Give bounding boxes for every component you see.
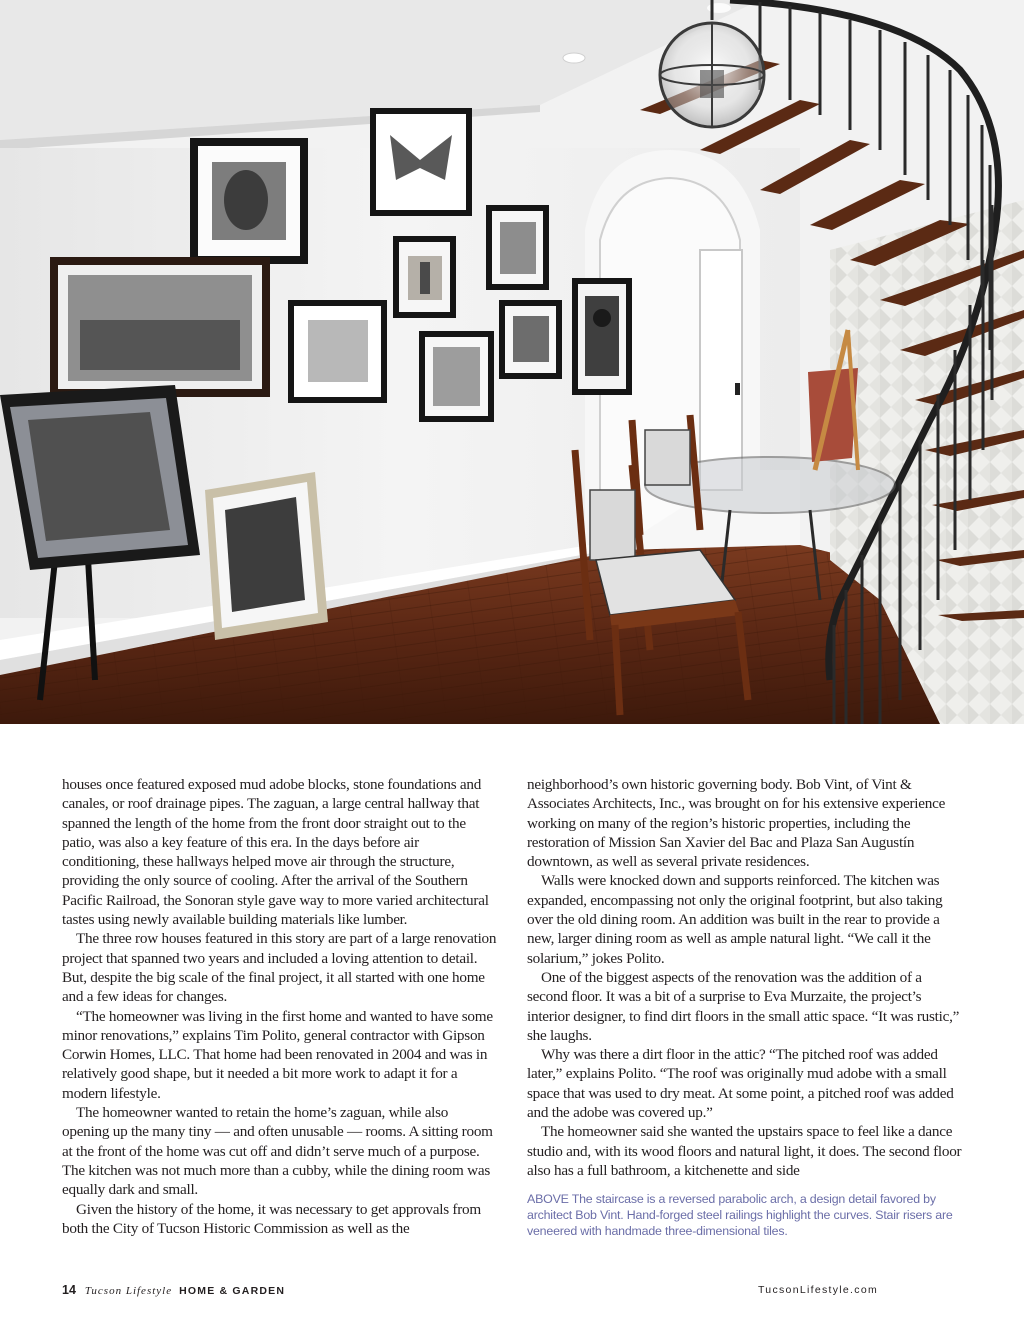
article-paragraph: Why was there a dirt floor in the attic? “The pitched roof was added later,” explains Polito. “The roof was originally mud adobe with a small space that was used to dry meat. At some point, a pitched roof was added and the adobe was covered up.” bbox=[527, 1046, 954, 1122]
article-paragraph: houses once featured exposed mud adobe blocks, stone foundations and canales, or roof drainage pipes. The zaguan, a large central hallway that spanned the length of the home from the front door straight out to the patio, was also a key feature of this era. In the days before air conditioning, these hallways helped move air through the structure, providing the only source of cooling. After the arrival of the Southern Pacific Railroad, the Sonoran style gave way to more varied architectural tastes using newly available building materials like lumber. bbox=[62, 776, 489, 929]
magazine-name: Tucson Lifestyle bbox=[84, 1285, 173, 1297]
article-paragraph: The homeowner wanted to retain the home’s zaguan, while also opening up the many tiny — and often unusable — rooms. A sitting room at the front of the home was cut off and didn’t serve much of a purpose. The kitchen was not much more than a cubby, while the dining room was equally dark and small. bbox=[62, 1104, 493, 1199]
article-paragraph: Walls were knocked down and supports reinforced. The kitchen was expanded, encompassing not only the original footprint, but also taking over the old dining room. An addition was built in the rear to provide a new, larger dining room as well as ample natural light. “We call it the solarium,” jokes Polito. bbox=[527, 872, 943, 967]
article-paragraph: Given the history of the home, it was necessary to get approvals from both the City of Tucson Historic Commission as well as the bbox=[62, 1200, 481, 1237]
article-column-left bbox=[62, 775, 498, 1238]
article-paragraph: The homeowner said she wanted the upstairs space to feel like a dance studio and, with its wood floors and natural light, it does. The second floor also has a full bathroom, a kitchenette and side bbox=[527, 1123, 962, 1179]
section-name: HOME & GARDEN bbox=[179, 1285, 286, 1297]
article-paragraph: One of the biggest aspects of the renovation was the addition of a second floor. It was a bit of a surprise to Eva Murzaite, the project’s interior designer, to find dirt floors in the small attic space. “It was rustic,” she laughs. bbox=[527, 968, 960, 1044]
page-number: 14 bbox=[62, 1283, 76, 1297]
article-paragraph: The three row houses featured in this story are part of a large renovation project that spanned two years and included a loving attention to detail. But, despite the big scale of the final project, it all started with one home and a few ideas for changes. bbox=[62, 930, 497, 1006]
article-paragraph: neighborhood’s own historic governing body. Bob Vint, of Vint & Associates Architects, Inc., was brought on for his extensive experience working on many of the region’s historic properties, including the restoration of Mission San Xavier del Bac and Plaza San Augustín downtown, as well as several private residences. bbox=[527, 776, 946, 871]
article-column-right bbox=[527, 775, 963, 1180]
caption-label: ABOVE bbox=[527, 1192, 569, 1206]
caption-text: The staircase is a reversed parabolic arch, a design detail favored by architect Bob Vint. Hand-forged steel railings highlight the curves. Stair risers are veneered with handmade three-dimensional tiles. bbox=[527, 1192, 953, 1239]
photo-caption bbox=[527, 1191, 967, 1240]
page-footer-left bbox=[62, 1283, 285, 1298]
website-url: TucsonLifestyle.com bbox=[757, 1284, 878, 1296]
article-paragraph: “The homeowner was living in the first home and wanted to have some minor renovations,” explains Tim Polito, general contractor with Gipson Corwin Homes, LLC. That home had been renovated in 2004 and was in relatively good shape, but it needed a bit more work to adapt it for a modern lifestyle. bbox=[62, 1007, 493, 1102]
